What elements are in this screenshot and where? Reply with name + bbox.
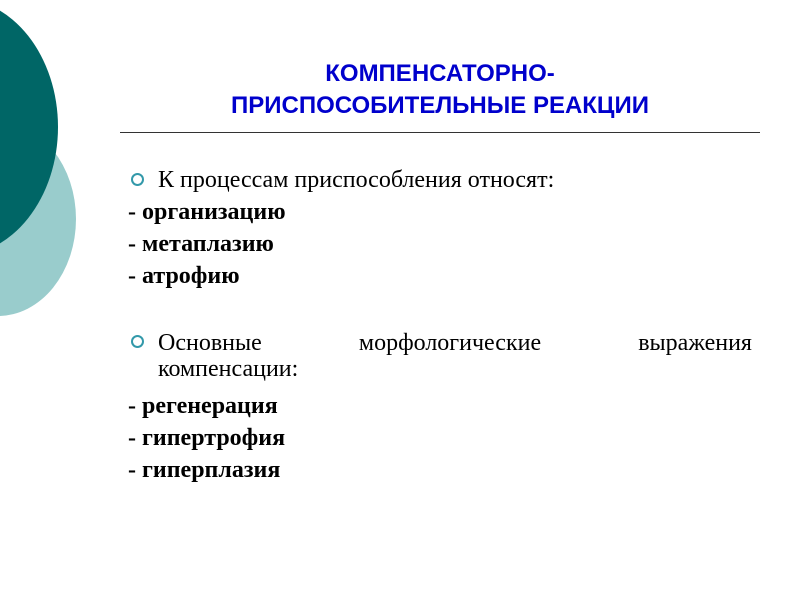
list-item: - атрофию xyxy=(128,263,240,289)
slide-content xyxy=(128,168,752,486)
hollow-circle-bullet-icon xyxy=(131,173,144,186)
title-line-2: ПРИСПОСОБИТЕЛЬНЫЕ РЕАКЦИИ xyxy=(231,92,649,119)
bullet-morphology-line-1 xyxy=(158,330,752,356)
list-item: - регенерация xyxy=(128,393,278,419)
bullet-morphology-line-2: компенсации: xyxy=(158,356,299,382)
bullet-morphology xyxy=(128,330,752,382)
bullet-processes-text: К процессам приспособления относят: xyxy=(158,167,555,193)
list-item: - организацию xyxy=(128,199,286,225)
list-item: - гипертрофия xyxy=(128,425,286,451)
list-item: - метаплазию xyxy=(128,231,274,257)
bullet-processes xyxy=(128,168,752,192)
slide-title xyxy=(120,58,760,122)
title-line-1: КОМПЕНСАТОРНО- xyxy=(325,60,555,87)
hollow-circle-bullet-icon xyxy=(131,335,144,348)
compensation-list xyxy=(128,390,752,486)
word-morphological: морфологические xyxy=(358,330,542,356)
word-expressions: выражения xyxy=(638,330,752,356)
title-divider xyxy=(120,132,760,133)
process-list xyxy=(128,196,752,292)
word-basic: Основные xyxy=(158,330,262,356)
list-item: - гиперплазия xyxy=(128,457,281,483)
